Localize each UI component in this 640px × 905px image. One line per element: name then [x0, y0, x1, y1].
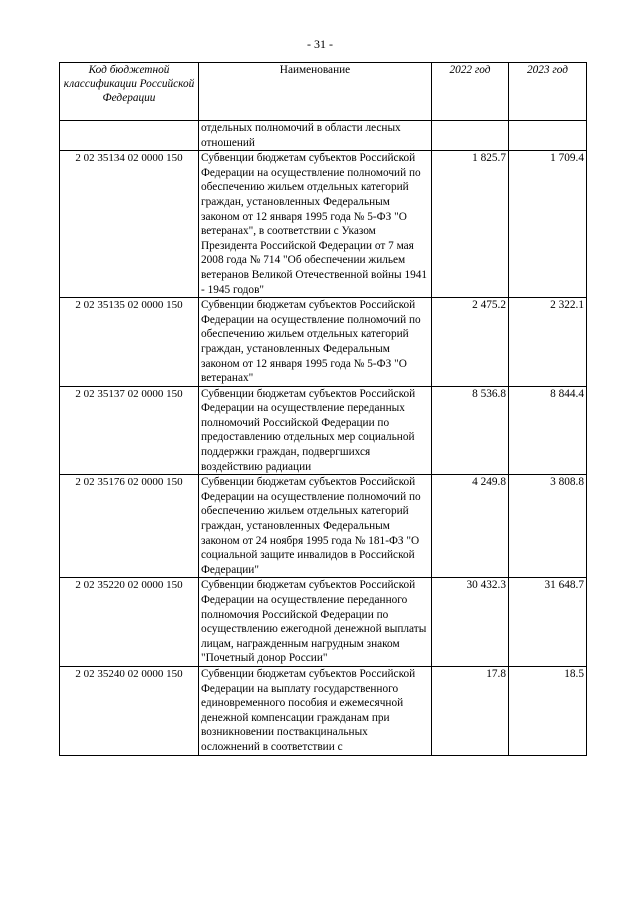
row-name: Субвенции бюджетам субъектов Российской Федерации на осуществление переданных полномочий Российской Федерации по предоставлению отдельных мер социальной поддержки граждан, подвергшихся воздействию радиации	[199, 386, 432, 475]
header-2023: 2023 год	[509, 63, 587, 121]
row-value-2023: 8 844.4	[509, 386, 587, 475]
header-code: Код бюджетной классификации Российской Федерации	[60, 63, 199, 121]
row-code: 2 02 35134 02 0000 150	[60, 151, 199, 298]
table-row	[60, 151, 587, 298]
row-code	[60, 121, 199, 151]
row-value-2022: 2 475.2	[432, 298, 509, 387]
row-code: 2 02 35220 02 0000 150	[60, 578, 199, 667]
table-row	[60, 121, 587, 151]
row-value-2022: 1 825.7	[432, 151, 509, 298]
row-name: Субвенции бюджетам субъектов Российской Федерации на осуществление полномочий по обеспечению жильем отдельных категорий граждан, установленных Федеральным законом от 12 января 1995 года № 5-ФЗ "О ветеранах"	[199, 298, 432, 387]
row-name: отдельных полномочий в области лесных отношений	[199, 121, 432, 151]
page-number: - 31 -	[307, 37, 333, 51]
header-name: Наименование	[199, 63, 432, 121]
row-value-2022: 4 249.8	[432, 475, 509, 578]
table-row	[60, 578, 587, 667]
row-code: 2 02 35240 02 0000 150	[60, 666, 199, 755]
row-value-2022: 30 432.3	[432, 578, 509, 667]
table-header	[60, 63, 587, 121]
row-code: 2 02 35137 02 0000 150	[60, 386, 199, 475]
table-row	[60, 386, 587, 475]
row-value-2023: 3 808.8	[509, 475, 587, 578]
row-value-2022: 8 536.8	[432, 386, 509, 475]
row-value-2022: 17.8	[432, 666, 509, 755]
budget-table	[59, 62, 587, 756]
row-value-2023: 1 709.4	[509, 151, 587, 298]
row-name: Субвенции бюджетам субъектов Российской Федерации на осуществление полномочий по обеспечению жильем отдельных категорий граждан, установленных Федеральным законом от 12 января 1995 года № 5-ФЗ "О ветеранах", в соответствии с Указом Президента Российской Федерации от 7 мая 2008 года № 714 "Об обеспечении жильем ветеранов Великой Отечественной войны 1941 - 1945 годов"	[199, 151, 432, 298]
row-value-2023: 18.5	[509, 666, 587, 755]
row-code: 2 02 35176 02 0000 150	[60, 475, 199, 578]
table-row	[60, 298, 587, 387]
row-name: Субвенции бюджетам субъектов Российской Федерации на осуществление полномочий по обеспечению жильем отдельных категорий граждан, установленных Федеральным законом от 24 ноября 1995 года № 181-ФЗ "О социальной защите инвалидов в Российской Федерации"	[199, 475, 432, 578]
table-row	[60, 475, 587, 578]
header-2022: 2022 год	[432, 63, 509, 121]
row-value-2023: 2 322.1	[509, 298, 587, 387]
table-row	[60, 666, 587, 755]
row-value-2022	[432, 121, 509, 151]
row-value-2023	[509, 121, 587, 151]
row-name: Субвенции бюджетам субъектов Российской Федерации на выплату государственного единовременного пособия и ежемесячной денежной компенсации гражданам при возникновении поствакцинальных осложнений в соответствии с	[199, 666, 432, 755]
row-value-2023: 31 648.7	[509, 578, 587, 667]
row-name: Субвенции бюджетам субъектов Российской Федерации на осуществление переданного полномочия Российской Федерации по осуществлению ежегодной денежной выплаты лицам, награжденным нагрудным знаком "Почетный донор России"	[199, 578, 432, 667]
row-code: 2 02 35135 02 0000 150	[60, 298, 199, 387]
